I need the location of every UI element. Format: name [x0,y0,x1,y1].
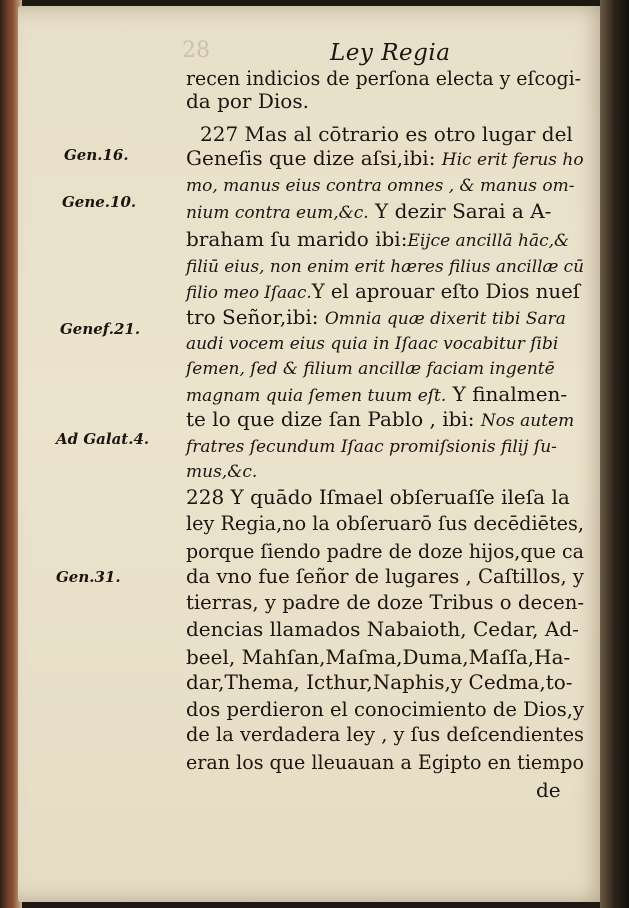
latin-quotation: audi vocem eius quia in Iſaac vocabitur ſibi [186,334,559,354]
latin-quotation: Omnia quæ dixerit tibi Sara [324,309,566,329]
margin-note: Gen.31. [56,568,121,586]
latin-quotation: mus,&c. [186,462,258,482]
margin-note: Ad Galat.4. [56,430,150,448]
roman-text: dos perdieron el conocimiento de Dios,y [186,697,584,721]
latin-quotation: mo, manus eius contra omnes , & manus om- [186,176,575,196]
margin-note: Genef.21. [60,320,141,338]
text-line [186,407,574,433]
latin-quotation: Hic erit ferus ho [441,150,584,170]
roman-text: Geneſis que dize aſsi,ibi: [186,146,442,170]
roman-text: porque ſiendo padre de doze hijos,que ca [186,539,584,563]
text-line [186,227,569,253]
roman-text: Y finalmen- [446,382,568,406]
text-line [186,199,551,225]
latin-quotation: ſemen, ſed & filium ancillæ faciam ingentē [186,359,555,379]
text-line [536,778,561,802]
ghost-page-number: 28 [182,38,210,63]
text-line [186,697,584,721]
page-gutter-shadow [600,0,629,908]
running-head: Ley Regia [330,40,451,66]
roman-text: de [536,778,561,802]
roman-text: beel, Mahſan,Maſma,Duma,Maſſa,Ha- [186,645,571,669]
text-line [186,433,557,459]
roman-text: Y el aprouar eſto Dios nueſ [311,279,580,303]
text-line [186,645,570,669]
latin-quotation: Nos autem [480,411,575,431]
roman-text: 228 Y quādo Iſmael obſeruaſſe ileſa la [186,485,570,509]
text-line [186,382,567,408]
text-line [186,253,584,279]
roman-text: tierras, y padre de doze Tribus o decen- [186,590,584,614]
latin-quotation: Eijce ancillā hāc,& [407,231,570,251]
text-line [186,305,566,331]
roman-text: 227 Mas al cōtrario es otro lugar del [200,122,573,146]
roman-text: braham ſu marido ibi: [186,227,408,251]
text-line [186,172,574,198]
text-line [186,539,584,563]
margin-note: Gene.10. [62,193,137,211]
latin-quotation: filio meo Iſaac. [186,283,312,303]
text-line [200,122,573,146]
text-line [186,89,309,113]
text-line [186,355,555,381]
roman-text: de la verdadera ley , y ſus deſcendientes [186,722,584,746]
roman-text: ley Regia,no la obſeruarō ſus decēdiētes, [186,511,584,535]
roman-text: eran los que lleuauan a Egipto en tiempo [186,750,584,774]
text-line [186,511,584,535]
roman-text: dencias llamados Nabaioth, Cedar, Ad- [186,617,579,641]
roman-text: da por Dios. [186,89,309,113]
text-line [186,458,257,484]
text-line [186,617,579,641]
text-line [186,485,570,509]
roman-text: tro Señor,ibi: [186,305,325,329]
text-line [186,279,580,305]
latin-quotation: nium contra eum,&c. [186,203,369,223]
roman-text: recen indicios de perſona electa y eſcogi- [186,66,581,90]
text-line [186,670,573,694]
text-line [186,564,584,588]
roman-text: te lo que dize ſan Pablo , ibi: [186,407,481,431]
text-line [186,146,584,172]
text-line [186,750,584,774]
latin-quotation: filiū eius, non enim erit hæres filius ancillæ cū [186,257,584,277]
latin-quotation: fratres ſecundum Iſaac promiſsionis filij ſu- [186,437,557,457]
roman-text: Y dezir Sarai a A- [368,199,552,223]
latin-quotation: magnam quia ſemen tuum eſt. [186,386,447,406]
roman-text: dar,Thema, Icthur,Naphis,y Cedma,to- [186,670,573,694]
roman-text: da vno fue ſeñor de lugares , Caſtillos, y [186,564,584,588]
margin-note: Gen.16. [64,146,129,164]
text-line [186,330,558,356]
text-line [186,66,581,90]
text-line [186,722,584,746]
text-line [186,590,584,614]
